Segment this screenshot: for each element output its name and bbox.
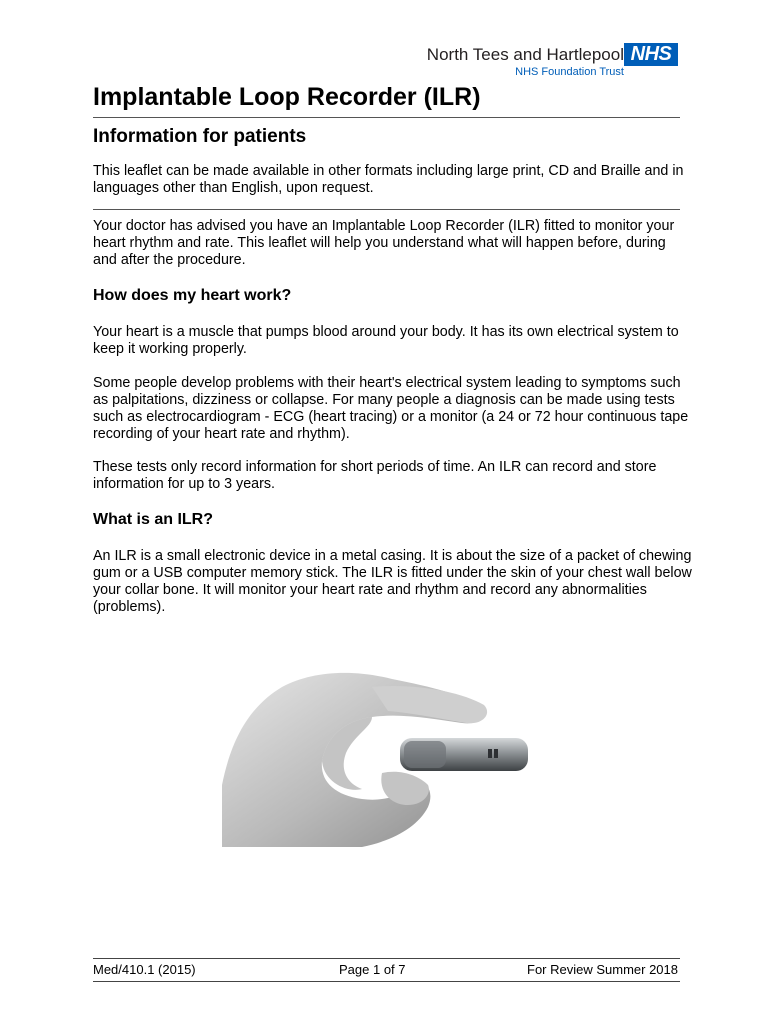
heart-paragraph-2: Some people develop problems with their heart's electrical system leading to symptoms such as palpitations, dizziness or collapse. For many people a diagnosis can be made using tests such as electrocardiogram - ECG (heart tracing) or a monitor (a 24 or 72 hour continuous tape recording of your heart rate and rhythm).: [93, 375, 689, 442]
intro-divider: [93, 209, 680, 210]
footer-review-date: For Review Summer 2018: [527, 962, 678, 977]
org-name: North Tees and Hartlepool: [426, 45, 624, 64]
footer-divider-bottom: [93, 981, 680, 982]
page-title: Implantable Loop Recorder (ILR): [93, 83, 481, 111]
title-divider: [93, 117, 680, 118]
footer-page-number: Page 1 of 7: [339, 962, 406, 977]
ilr-paragraph-1: An ILR is a small electronic device in a metal casing. It is about the size of a packet of chewing gum or a USB computer memory stick. The ILR is fitted under the skin of your chest wall below your collar bone. It will monitor your heart rate and rhythm and record any abnormalities (problems).: [93, 548, 692, 615]
section-heading-heart: How does my heart work?: [93, 287, 292, 304]
trust-name: NHS Foundation Trust: [515, 66, 624, 78]
footer-reference: Med/410.1 (2015): [93, 962, 196, 977]
footer-divider-top: [93, 958, 680, 959]
intro-doctor-paragraph: Your doctor has advised you have an Implantable Loop Recorder (ILR) fitted to monitor your heart rhythm and rate. This leaflet will help you understand what will happen before, during and after the procedure.: [93, 218, 675, 268]
section-heading-ilr: What is an ILR?: [93, 511, 213, 528]
ilr-device-photo: [222, 665, 542, 847]
page-subtitle: Information for patients: [93, 126, 307, 147]
heart-paragraph-3: These tests only record information for short periods of time. An ILR can record and store information for up to 3 years.: [93, 459, 657, 492]
heart-paragraph-1: Your heart is a muscle that pumps blood around your body. It has its own electrical system to keep it working properly.: [93, 324, 679, 357]
nhs-logo: NHS: [624, 43, 678, 66]
intro-formats-paragraph: This leaflet can be made available in other formats including large print, CD and Braille and in languages other than English, upon request.: [93, 163, 684, 196]
